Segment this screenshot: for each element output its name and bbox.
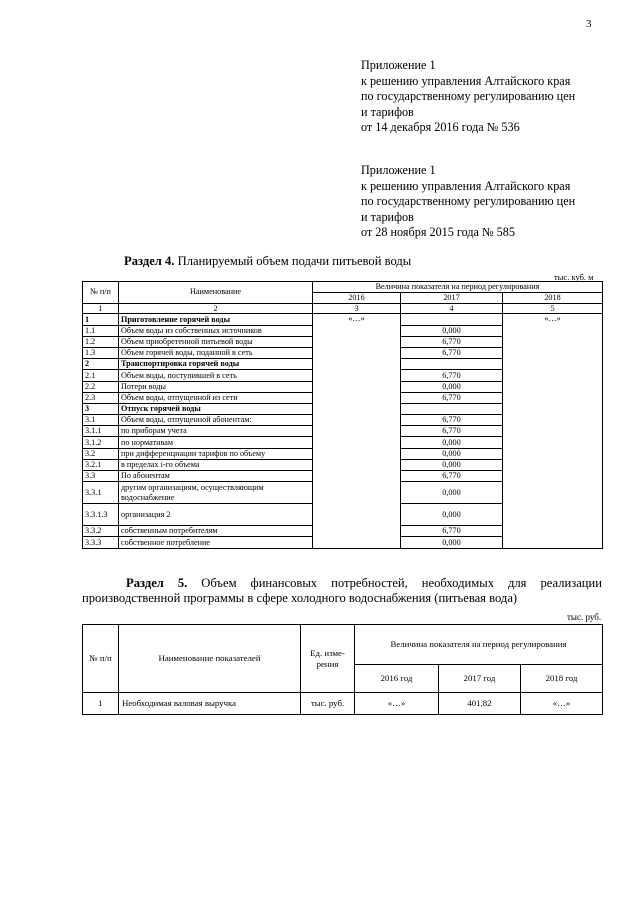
column-number: 1 [83, 303, 119, 314]
column-number: 2 [119, 303, 313, 314]
row-name: другим организациям, осуществляющим водоснабжение [119, 482, 313, 504]
row-measure: тыс. руб. [301, 693, 355, 715]
row-name: Транспортировка горячей воды [119, 359, 313, 370]
row-num: 3.1.2 [83, 437, 119, 448]
row-num: 3.3.1.3 [83, 504, 119, 526]
value-2016-merged: «…» [313, 314, 401, 548]
row-value-2017: 6,770 [401, 471, 503, 482]
column-number: 5 [503, 303, 603, 314]
row-value-2017: 0,000 [401, 437, 503, 448]
appendix-line: по государственному регулированию цен [361, 194, 576, 208]
row-num: 3.2.1 [83, 459, 119, 470]
table-row [83, 314, 603, 325]
row-num: 3.3.1 [83, 482, 119, 504]
row-num: 2.3 [83, 392, 119, 403]
row-name: организация 2 [119, 504, 313, 526]
appendix-header-1 [361, 58, 621, 136]
appendix-line: Приложение 1 [361, 58, 436, 72]
row-value-2017: 6,770 [401, 347, 503, 358]
row-value-2017: 6,770 [401, 370, 503, 381]
header-year-2017: 2017 год [439, 665, 521, 693]
row-value-2017: 0,000 [401, 482, 503, 504]
row-name: по приборам учета [119, 426, 313, 437]
row-value-2017: 6,770 [401, 415, 503, 426]
row-name: Объем воды, поступившей в сеть [119, 370, 313, 381]
row-name: Объем приобретенной питьевой воды [119, 336, 313, 347]
row-num: 1 [83, 314, 119, 325]
row-value-2017: 0,000 [401, 448, 503, 459]
appendix-line: от 14 декабря 2016 года № 536 [361, 120, 520, 134]
row-name: Потери воды [119, 381, 313, 392]
row-num: 3.3.2 [83, 526, 119, 537]
row-name: По абонентам [119, 471, 313, 482]
row-name: Объем воды, отпущенной из сети [119, 392, 313, 403]
row-num: 3.1 [83, 415, 119, 426]
row-name: собственным потребителям [119, 526, 313, 537]
row-value-2017 [401, 403, 503, 414]
row-num: 3 [83, 403, 119, 414]
section-4-unit: тыс. куб. м [554, 272, 594, 282]
row-name: Объем воды из собственных источников [119, 325, 313, 336]
header-year-2018: 2018 [503, 292, 603, 303]
row-name: Объем воды, отпущенной абонентам: [119, 415, 313, 426]
row-value-2017: 401,82 [439, 693, 521, 715]
row-value-2017: 0,000 [401, 325, 503, 336]
water-volume-table [82, 281, 603, 549]
row-value-2017: 6,770 [401, 526, 503, 537]
row-num: 2.2 [83, 381, 119, 392]
row-num: 2.1 [83, 370, 119, 381]
row-name: собственное потребление [119, 537, 313, 548]
row-num: 1.2 [83, 336, 119, 347]
section-4-title-text: Планируемый объем подачи питьевой воды [174, 254, 412, 268]
section-5-unit: тыс. руб. [567, 612, 602, 622]
header-year-2016: 2016 год [355, 665, 439, 693]
row-value-2017 [401, 314, 503, 325]
value-2018-merged: «…» [503, 314, 603, 548]
financial-needs-table [82, 624, 603, 715]
appendix-line: к решению управления Алтайского края [361, 178, 571, 193]
row-name: по нормативам [119, 437, 313, 448]
section-4-title [124, 254, 411, 269]
page-number: 3 [586, 18, 592, 30]
row-num: 3.1.1 [83, 426, 119, 437]
row-value-2017: 6,770 [401, 426, 503, 437]
table-row [83, 693, 603, 715]
row-name: Необходимая валовая выручка [119, 693, 301, 715]
section-5-title-bold: Раздел 5. [126, 576, 188, 590]
appendix-header-2 [361, 163, 621, 241]
appendix-line: по государственному регулированию цен [361, 89, 576, 103]
appendix-line: и тарифов [361, 209, 414, 224]
row-num: 1 [83, 693, 119, 715]
header-measure: Ед. изме-рения [301, 625, 355, 693]
row-value-2017 [401, 359, 503, 370]
row-name: при дифференциации тарифов по объему [119, 448, 313, 459]
row-value-2018: «…» [521, 693, 603, 715]
appendix-line: и тарифов [361, 104, 414, 119]
row-value-2017: 6,770 [401, 392, 503, 403]
row-name: Отпуск горячей воды [119, 403, 313, 414]
row-num: 3.2 [83, 448, 119, 459]
row-name: в пределах i-го объема [119, 459, 313, 470]
row-value-2017: 0,000 [401, 459, 503, 470]
row-value-2017: 0,000 [401, 537, 503, 548]
row-num: 3.3.3 [83, 537, 119, 548]
row-name: Приготовление горячей воды [119, 314, 313, 325]
row-name: Объем горячей воды, поданной в сеть [119, 347, 313, 358]
appendix-line: Приложение 1 [361, 163, 436, 177]
appendix-line: к решению управления Алтайского края [361, 73, 571, 88]
section-4-title-bold: Раздел 4. [124, 254, 175, 268]
header-year-2018: 2018 год [521, 665, 603, 693]
row-num: 1.3 [83, 347, 119, 358]
header-year-2016: 2016 [313, 292, 401, 303]
header-name: Наименование [119, 282, 313, 304]
appendix-line: от 28 ноября 2015 года № 585 [361, 225, 515, 239]
header-period: Величина показателя на период регулирования [313, 282, 603, 293]
row-num: 3.3 [83, 471, 119, 482]
row-value-2017: 0,000 [401, 504, 503, 526]
column-number: 4 [401, 303, 503, 314]
column-number: 3 [313, 303, 401, 314]
row-num: 1.1 [83, 325, 119, 336]
section-5-title-text: Объем финансовых потребностей, необходимых для реализации производственной программы в сфере холодного водоснабжения (питьевая вода) [82, 576, 602, 605]
water-volume-table-body [83, 314, 603, 548]
header-period: Величина показателя на период регулирования [355, 625, 603, 665]
row-value-2017: 6,770 [401, 336, 503, 347]
row-value-2017: 0,000 [401, 381, 503, 392]
row-num: 2 [83, 359, 119, 370]
header-name: Наименование показателей [119, 625, 301, 693]
section-5-title [82, 576, 602, 606]
header-num: № п/п [83, 625, 119, 693]
row-value-2016: «…» [355, 693, 439, 715]
header-num: № п/п [83, 282, 119, 304]
header-year-2017: 2017 [401, 292, 503, 303]
